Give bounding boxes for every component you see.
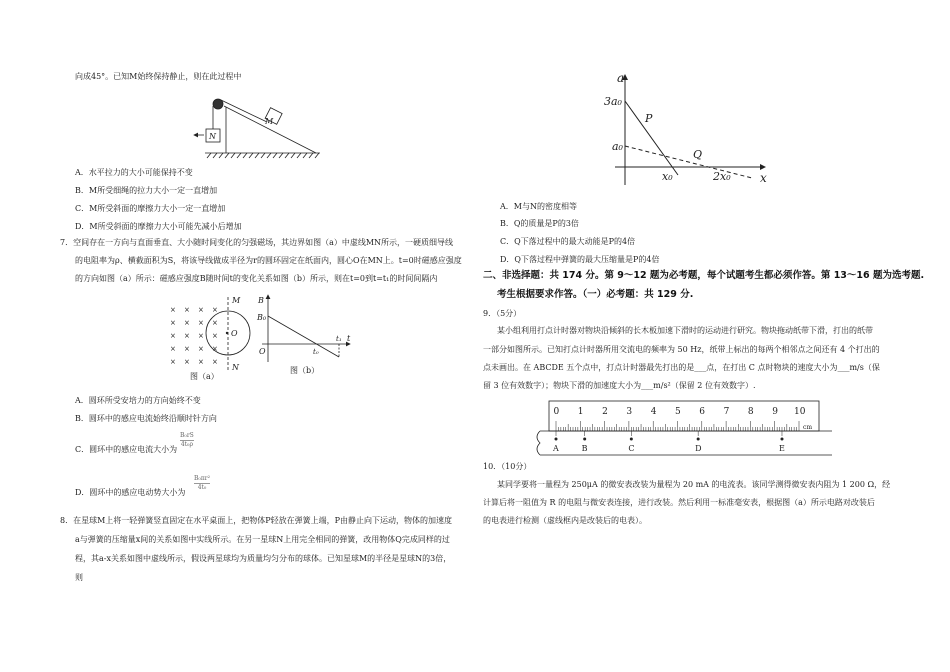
- formula-d-den: 4t₀: [197, 484, 207, 491]
- 2x0-label: 2x₀: [713, 170, 731, 183]
- field-cross-icon: ×: [198, 345, 204, 353]
- b-t-graph: [262, 295, 350, 362]
- q8-option-c: C．Q下落过程中的最大动能是P的4倍: [500, 237, 636, 246]
- ground-hatch: [243, 153, 247, 158]
- field-cross-icon: ×: [212, 319, 218, 327]
- ruler: [549, 401, 819, 431]
- q6-stem-tail: 向成45°。已知M始终保持静止，则在此过程中: [75, 72, 242, 81]
- ground-hatch: [255, 153, 259, 158]
- field-cross-icon: ×: [198, 306, 204, 314]
- field-cross-icon: ×: [198, 332, 204, 340]
- field-cross-icon: ×: [170, 306, 176, 314]
- field-cross-icon: ×: [184, 319, 190, 327]
- ground-hatch: [207, 153, 211, 158]
- b0-label: B₀: [257, 313, 267, 322]
- q7-option-b: B．圆环中的感应电流始终沿顺时针方向: [75, 414, 217, 423]
- ground-hatch: [231, 153, 235, 158]
- ruler-label: 4: [650, 407, 657, 417]
- ground-hatch: [273, 153, 277, 158]
- tape-dot: [697, 438, 700, 441]
- 3a0-label: 3a₀: [604, 95, 622, 108]
- q10-text-line: 某同学要将一量程为 250μA 的微安表改装为量程为 20 mA 的电流表。该同学测得微安表内阻为 1 200 Ω，经: [497, 480, 891, 489]
- ruler-unit: cm: [803, 424, 813, 431]
- q8-option-a: A．M与N的密度相等: [500, 202, 577, 211]
- x0-label: x₀: [662, 170, 673, 183]
- ruler-label: 0: [553, 407, 560, 417]
- a-x-graph: [615, 75, 765, 185]
- ground-hatch: [237, 153, 241, 158]
- ground-hatch: [291, 153, 295, 158]
- q7-option-d: D．圆环中的感应电动势大小为: [75, 488, 186, 497]
- ruler-label: 5: [675, 407, 681, 417]
- ruler-label: 2: [602, 407, 608, 417]
- q9-text-line: 一部分如图所示。已知打点计时器所用交流电的频率为 50 Hz，纸带上标出的每两个相邻点之间还有 4 个打出的: [483, 345, 880, 354]
- ground-hatch: [261, 153, 265, 158]
- label-m: M: [232, 296, 241, 305]
- fig-a-caption: 图（a）: [190, 372, 219, 381]
- line-q: [625, 146, 752, 178]
- ruler-label: 3: [626, 407, 633, 417]
- tape-point-label: D: [695, 444, 702, 453]
- q7-stem-line: 的电阻率为ρ、横截面积为S，将该导线做成半径为r的圆环固定在纸面内，圆心O在MN上。t=0时磁感应强度: [75, 256, 462, 265]
- incline-pulley-figure: [194, 99, 320, 158]
- ruler-label: 1: [577, 407, 584, 417]
- field-cross-icon: ×: [170, 358, 176, 366]
- formula-c-num: B₀rS: [180, 432, 194, 439]
- field-cross-icon: ×: [170, 319, 176, 327]
- q8-option-b: B．Q的质量是P的3倍: [500, 219, 579, 228]
- field-cross-icon: ×: [184, 332, 190, 340]
- q6-option-d: D．M所受斜面的摩擦力大小可能先减小后增加: [75, 222, 242, 231]
- field-cross-icon: ×: [184, 358, 190, 366]
- field-cross-icon: ×: [212, 332, 218, 340]
- formula-c-den: 4t₀ρ: [180, 441, 193, 448]
- section-heading: 考生根据要求作答。（一）必考题：共 129 分.: [497, 289, 694, 300]
- axis-a-label: a: [617, 71, 625, 85]
- q8-stem-line: 程，其a-x关系如图中虚线所示，假设两星球均为质量均匀分布的球体。已知星球M的半径是星球N的3倍，: [75, 554, 452, 563]
- tape-point-label: E: [778, 444, 785, 453]
- q-label: Q: [693, 148, 703, 161]
- q7-option-a: A．圆环所受安培力的方向始终不变: [75, 396, 201, 405]
- q8-stem-line: 8．在星球M上将一轻弹簧竖直固定在水平桌面上，把物体P轻放在弹簧上端，P由静止向下运动，物体的加速度: [60, 516, 453, 525]
- field-cross-icon: ×: [198, 358, 204, 366]
- tape-dot: [555, 438, 558, 441]
- a0-label: a₀: [612, 140, 623, 153]
- field-cross-icon: ×: [170, 332, 176, 340]
- tape-dot: [583, 438, 586, 441]
- ground-hatch: [279, 153, 283, 158]
- ruler-label: 10: [794, 407, 806, 417]
- ruler-tape-figure: [537, 401, 832, 455]
- fig-b-caption: 图（b）: [290, 366, 320, 375]
- t1-label: t₁: [336, 335, 342, 343]
- label-n: N: [232, 363, 239, 372]
- block-m-label: M: [265, 117, 274, 126]
- q8-stem-line: a与弹簧的压缩量x间的关系如图中实线所示。在另一星球N上用完全相同的弹簧，改用物体Q完成同样的过: [75, 535, 450, 544]
- ground-hatch: [303, 153, 307, 158]
- field-cross-icon: ×: [212, 345, 218, 353]
- t0-label: t₀: [313, 348, 319, 356]
- p-label: P: [645, 112, 653, 125]
- pulley-icon: [213, 99, 223, 109]
- section-heading: 二、非选择题：共 174 分。第 9～12 题为必考题，每个试题考生都必须作答。第 13～16 题为选考题.: [483, 270, 925, 281]
- ruler-label: 6: [699, 407, 706, 417]
- origin-label: O: [259, 347, 266, 356]
- ground-hatch: [297, 153, 301, 158]
- ground-hatch: [309, 153, 313, 158]
- ground-hatch: [219, 153, 223, 158]
- tape-point-label: A: [553, 444, 559, 453]
- ground-hatch: [225, 153, 229, 158]
- ground-hatch: [267, 153, 271, 158]
- tape-point-label: C: [628, 444, 635, 453]
- q7-stem-line: 的方向如图（a）所示：磁感应强度B随时间t的变化关系如图（b）所示，则在t=0到t=t₁的时间间隔内: [75, 274, 438, 283]
- q7-stem-line: 7．空间存在一方向与直面垂直、大小随时间变化的匀强磁场，其边界如图（a）中虚线MN所示，一硬质细导线: [60, 238, 454, 247]
- q9-text-line: 留 3 位有效数字）；物块下滑的加速度大小为___m/s²（保留 2 位有效数字）.: [483, 381, 756, 390]
- axis-b-label: B: [258, 296, 264, 305]
- q7-option-c: C．圆环中的感应电流大小为: [75, 445, 178, 454]
- field-cross-icon: ×: [170, 345, 176, 353]
- formula-d-num: B₀πr²: [194, 475, 211, 482]
- tape-dot: [630, 438, 633, 441]
- q10-text-line: 的电表进行检测（虚线框内是改装后的电表）。: [483, 516, 647, 525]
- q6-option-b: B．M所受细绳的拉力大小一定一直增加: [75, 186, 218, 195]
- magnetic-field-crosses: [170, 306, 218, 366]
- ground-hatch: [213, 153, 217, 158]
- field-cross-icon: ×: [212, 358, 218, 366]
- field-cross-icon: ×: [184, 306, 190, 314]
- ground-hatch: [285, 153, 289, 158]
- ground-hatch: [315, 153, 319, 158]
- q10-text-line: 计算后将一阻值为 R 的电阻与微安表连接，进行改装。然后利用一标准毫安表，根据图（a）所示电路对改装后: [483, 498, 875, 507]
- block-n-label: N: [209, 132, 216, 141]
- axis-t-label: t: [347, 334, 351, 343]
- q8-stem-line: 则: [75, 573, 83, 582]
- q9-text-line: 点未画出。在 ABCDE 五个点中，打点计时器最先打出的是___点，在打出 C 点时物块的速度大小为___m/s（保: [483, 363, 880, 372]
- q6-option-c: C．M所受斜面的摩擦力大小一定一直增加: [75, 204, 226, 213]
- ground-hatch: [249, 153, 253, 158]
- tape-dot: [780, 438, 783, 441]
- ruler-label: 7: [723, 407, 730, 417]
- field-cross-icon: ×: [212, 306, 218, 314]
- field-cross-icon: ×: [184, 345, 190, 353]
- axis-x-label: x: [760, 171, 767, 185]
- q9-heading: 9．（5分）: [483, 309, 522, 318]
- tape-point-label: B: [581, 444, 588, 453]
- q8-option-d: D．Q下落过程中弹簧的最大压缩量是P的4倍: [500, 255, 660, 264]
- field-cross-icon: ×: [198, 319, 204, 327]
- q10-heading: 10．（10分）: [483, 462, 532, 471]
- label-o: O: [231, 329, 238, 338]
- q9-text-line: 某小组利用打点计时器对物块沿倾斜的长木板加速下滑时的运动进行研究。物块拖动纸带下滑，打出的纸带: [497, 326, 873, 335]
- q6-option-a: A．水平拉力的大小可能保持不变: [75, 168, 193, 177]
- ruler-label: 9: [772, 407, 778, 417]
- ruler-label: 8: [747, 407, 754, 417]
